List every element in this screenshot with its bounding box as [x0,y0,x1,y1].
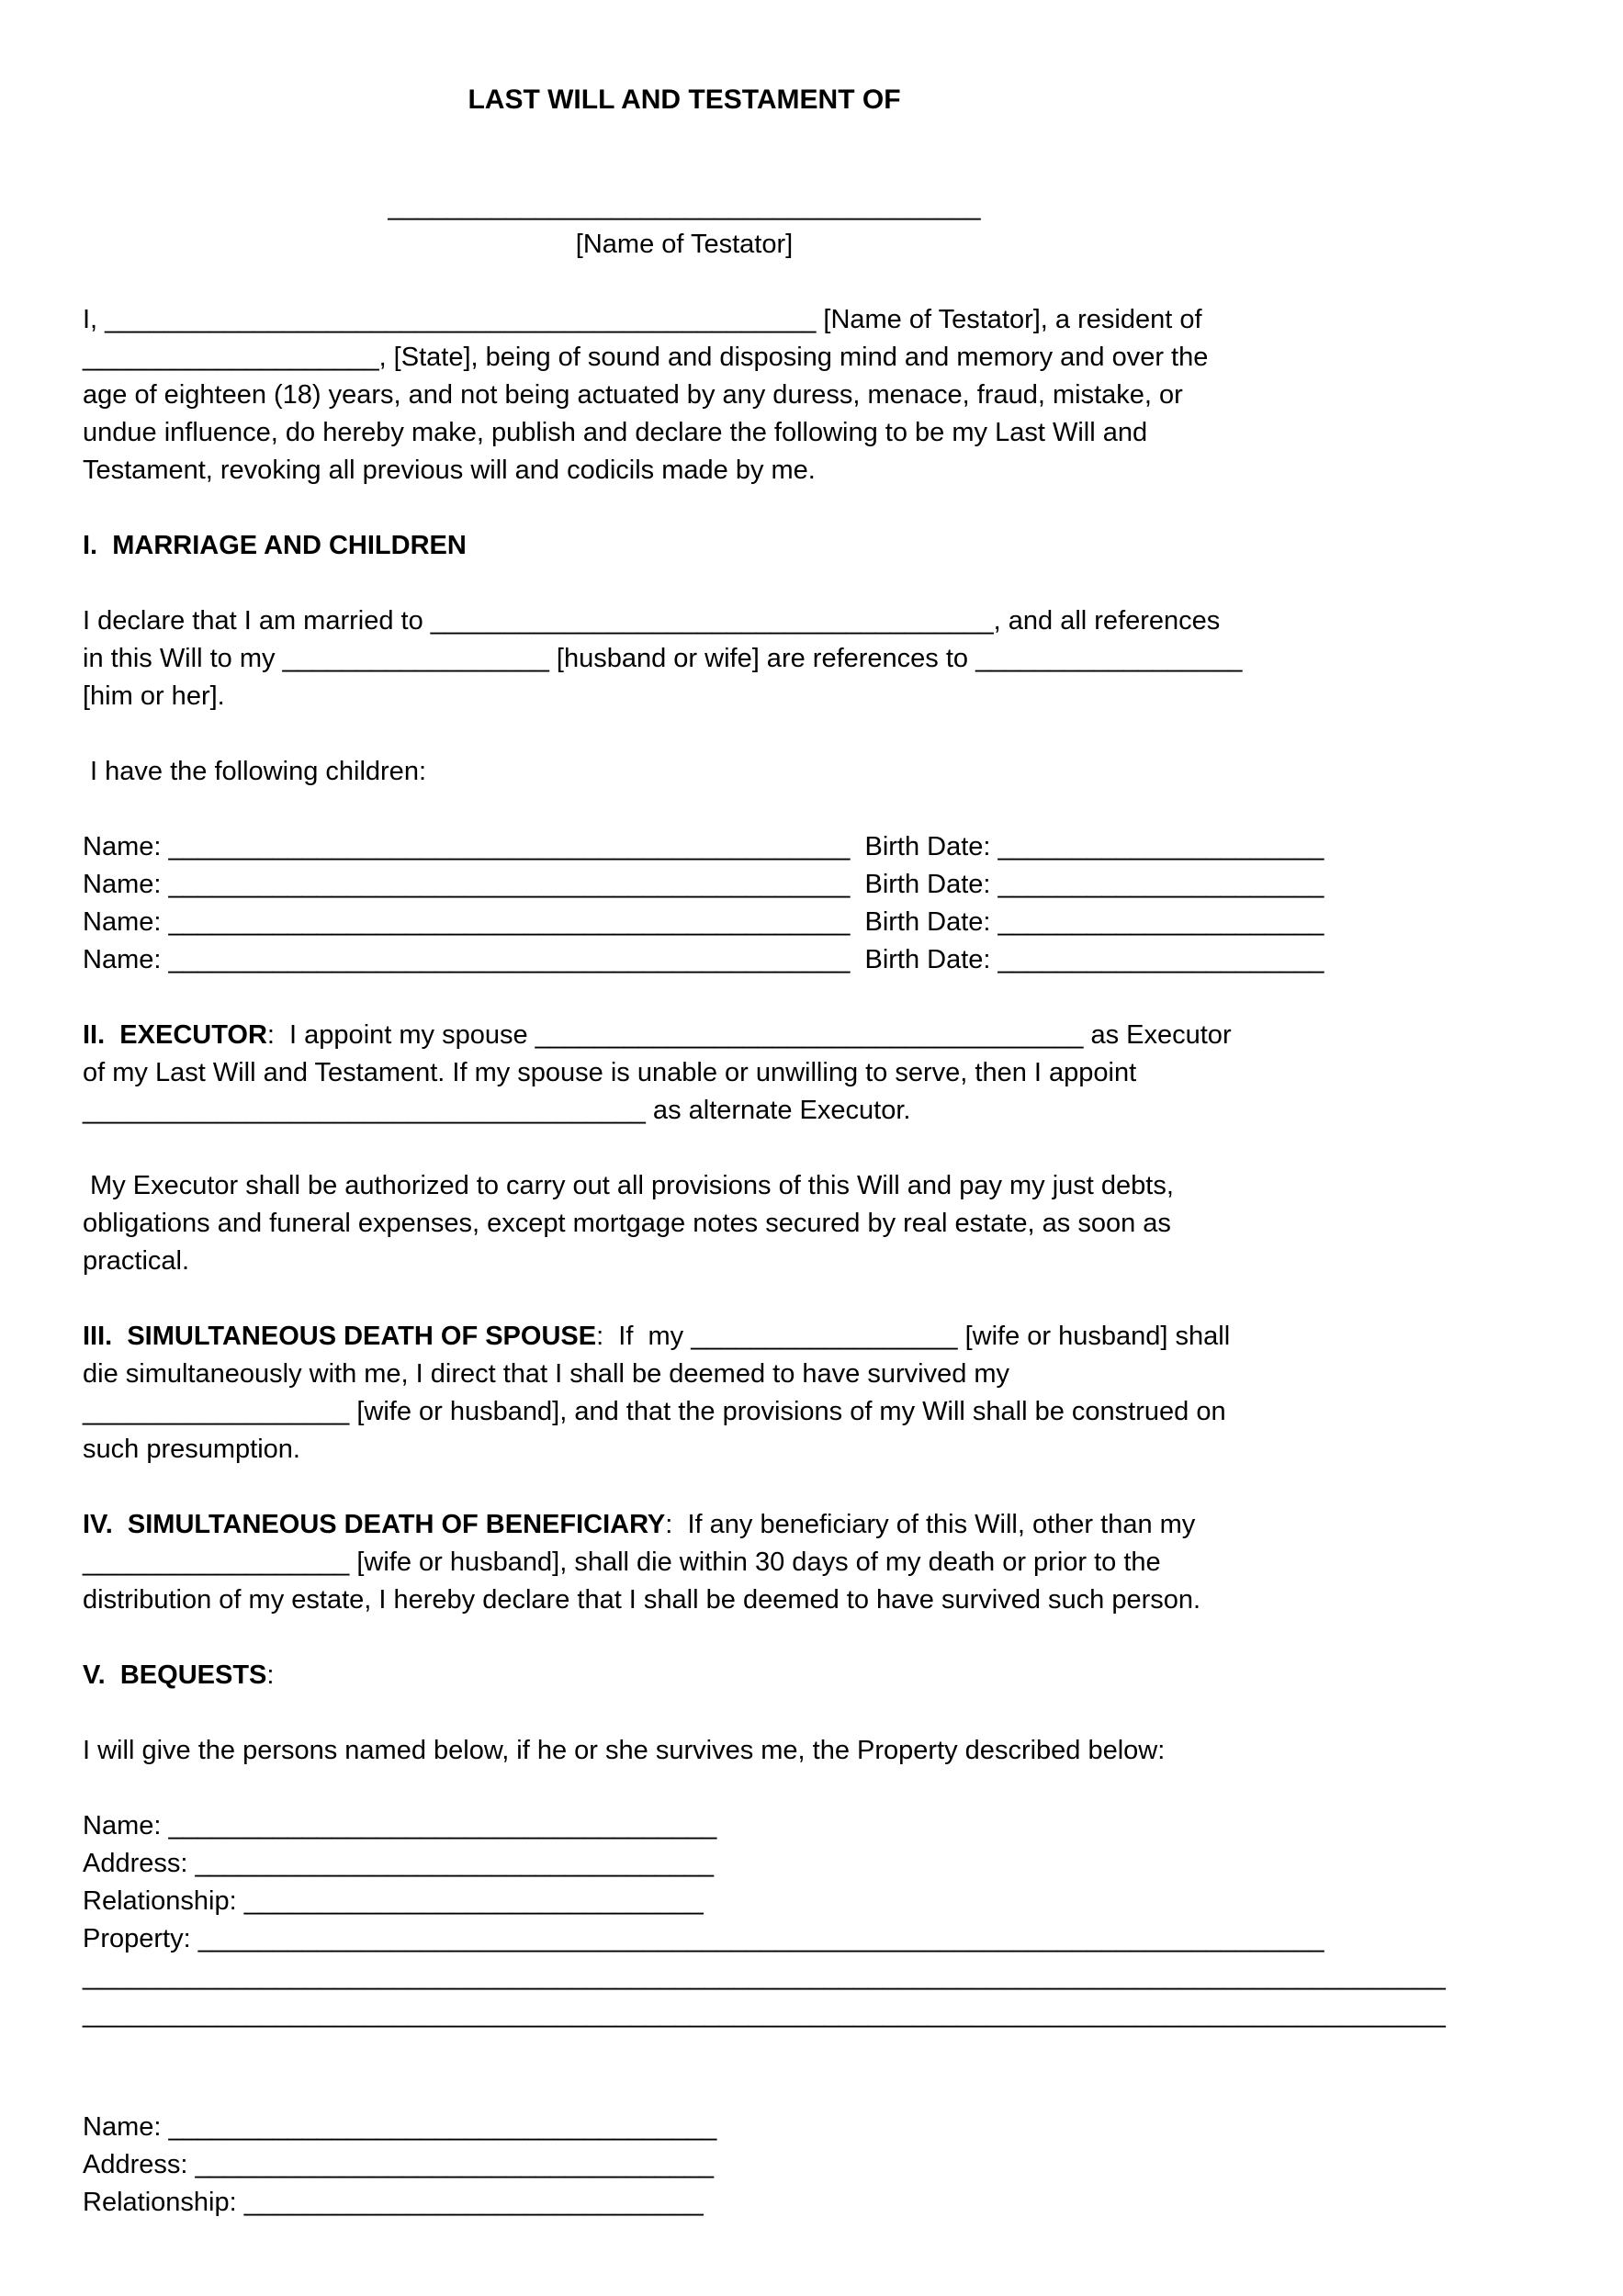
intro-line: I, ________________________________________________ [Name of Testator], a resident of [83,305,1202,334]
bequest-property-line: Property: ____________________________________________________________________________ [83,1924,1324,1953]
executor-duties-line: obligations and funeral expenses, except mortgage notes secured by real estate, as soon as [83,1209,1171,1238]
bequests-intro: I will give the persons named below, if he or she survives me, the Property described below: [83,1736,1166,1765]
bequest-relationship-line: Relationship: _______________________________ [83,1886,704,1916]
executor-line: ______________________________________ as alternate Executor. [83,1096,911,1125]
bequest-entry-2 [83,2109,1286,2222]
bequests-heading-rest: : [266,1660,275,1690]
child-row: Name: ______________________________________________ Birth Date: ______________________ [83,832,1324,861]
executor-line-1 [83,1017,1286,1054]
section-4-heading: IV. SIMULTANEOUS DEATH OF BENEFICIARY [83,1510,666,1539]
beneficiary-death-line: __________________ [wife or husband], shall die within 30 days of my death or prior to the [83,1548,1161,1577]
marriage-line: I declare that I am married to ______________________________________, and all references [83,606,1221,636]
beneficiary-death-line: distribution of my estate, I hereby declare that I shall be deemed to have survived such person. [83,1585,1201,1615]
testator-name-blank: ________________________________________ [388,192,981,221]
page-title: LAST WILL AND TESTAMENT OF [468,84,901,115]
spouse-death-line: such presumption. [83,1435,300,1464]
bequests-heading-line [83,1657,1286,1694]
section-2-heading: II. EXECUTOR [83,1020,267,1050]
executor-duties-line: My Executor shall be authorized to carry out all provisions of this Will and pay my just debts, [83,1171,1174,1200]
child-row: Name: ______________________________________________ Birth Date: ______________________ [83,945,1324,974]
section-1-heading: I. MARRIAGE AND CHILDREN [83,531,467,560]
section-3-heading: III. SIMULTANEOUS DEATH OF SPOUSE [83,1322,597,1351]
section-1-heading-block [83,527,1286,565]
marriage-paragraph [83,602,1286,715]
bequest-name-line: Name: _____________________________________ [83,1811,717,1840]
spouse-death-line: __________________ [wife or husband], and that the provisions of my Will shall be construed on [83,1397,1226,1426]
child-row: Name: ______________________________________________ Birth Date: ______________________ [83,870,1324,899]
section-2-executor-paragraph [83,1017,1286,1130]
spouse-death-line-1-rest: : If my __________________ [wife or husband] shall [596,1322,1231,1351]
bequests-intro-block [83,1732,1286,1770]
beneficiary-death-line-1-rest: : If any beneficiary of this Will, other than my [665,1510,1196,1539]
section-3-spouse-death-paragraph [83,1318,1286,1469]
bequest-continuation-line: ____________________________________________________________________________________________ [83,1999,1446,2029]
marriage-line: [him or her]. [83,681,225,711]
bequest-address-line: Address: ___________________________________ [83,1849,714,1878]
marriage-line: in this Will to my __________________ [husband or wife] are references to __________________ [83,644,1243,673]
bequest-entry-1 [83,1807,1446,2033]
intro-line: Testament, revoking all previous will and codicils made by me. [83,456,816,485]
bequest-name-line: Name: _____________________________________ [83,2112,717,2142]
intro-line: ____________________, [State], being of sound and disposing mind and memory and over the [83,343,1209,372]
child-row: Name: ______________________________________________ Birth Date: ______________________ [83,907,1324,937]
spouse-death-line-1 [83,1318,1286,1356]
bequest-continuation-line: ____________________________________________________________________________________________ [83,1962,1446,1991]
beneficiary-death-line-1 [83,1506,1286,1544]
section-4-beneficiary-death-paragraph [83,1506,1286,1619]
intro-paragraph [83,301,1286,490]
intro-line: undue influence, do hereby make, publish and declare the following to be my Last Will and [83,418,1148,447]
children-intro-block [83,753,1286,791]
section-5-heading-block [83,1657,1286,1694]
testator-name-block [83,188,1286,264]
spouse-death-line: die simultaneously with me, I direct that I shall be deemed to have survived my [83,1359,1010,1389]
executor-duties-line: practical. [83,1246,190,1276]
intro-line: age of eighteen (18) years, and not being actuated by any duress, menace, fraud, mistake, or [83,380,1183,410]
executor-line: of my Last Will and Testament. If my spouse is unable or unwilling to serve, then I appoint [83,1058,1137,1087]
executor-line-1-rest: : I appoint my spouse _____________________________________ as Executor [266,1020,1232,1050]
section-5-heading: V. BEQUESTS [83,1660,267,1690]
children-list [83,828,1324,979]
bequest-address-line: Address: ___________________________________ [83,2150,714,2179]
testator-name-caption: [Name of Testator] [575,230,794,259]
executor-duties-paragraph [83,1167,1286,1280]
bequest-relationship-line: Relationship: _______________________________ [83,2188,704,2217]
children-intro: I have the following children: [83,757,426,786]
